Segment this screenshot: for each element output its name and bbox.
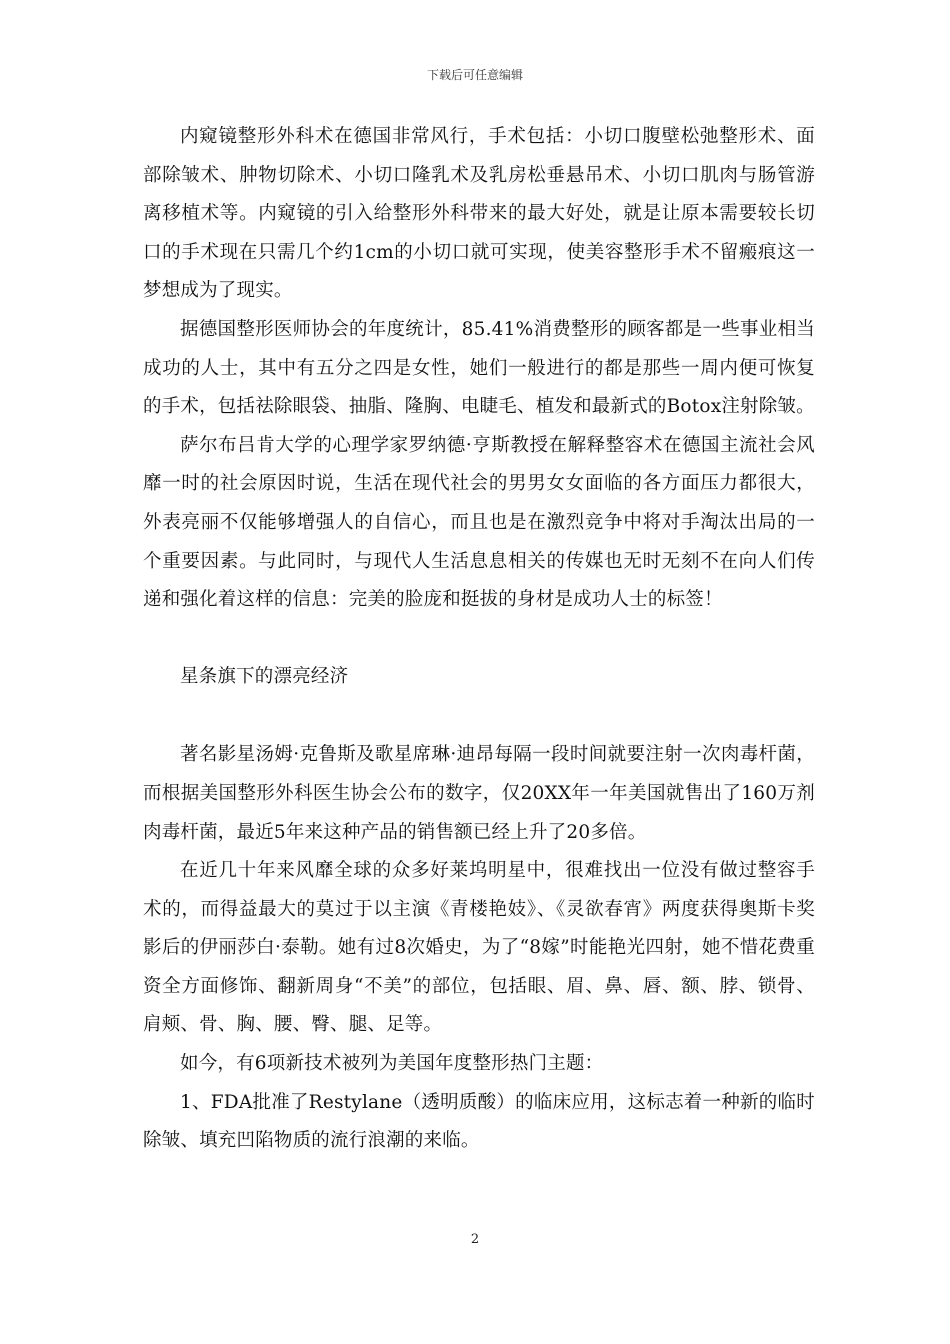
paragraph: 1、FDA批准了Restylane（透明质酸）的临床应用，这标志着一种新的临时除皱、填充凹陷物质的流行浪潮的来临。	[143, 1091, 815, 1152]
paragraph: 萨尔布吕肯大学的心理学家罗纳德·亨斯教授在解释整容术在德国主流社会风靡一时的社会原因时说，生活在现代社会的男男女女面临的各方面压力都很大，外表亮丽不仅能够增强人的自信心，而且也是在激烈竞争中将对手淘汰出局的一个重要因素。与此同时，与现代人生活息息相关的传媒也无时无刻不在向人们传递和强化着这样的信息：完美的脸庞和挺拔的身材是成功人士的标签！	[143, 434, 815, 611]
section-heading: 星条旗下的漂亮经济	[180, 665, 349, 687]
paragraph: 如今，有6项新技术被列为美国年度整形热门主题：	[180, 1053, 604, 1075]
page-number: 2	[470, 1232, 480, 1247]
paragraph: 在近几十年来风靡全球的众多好莱坞明星中，很难找出一位没有做过整容手术的，而得益最大的莫过于以主演《青楼艳妓》、《灵欲春宵》两度获得奥斯卡奖影后的伊丽莎白·泰勒。她有过8次婚史，为了“8嫁”时能艳光四射，她不惜花费重资全方面修饰、翻新周身“不美”的部位，包括眼、眉、鼻、唇、额、脖、锁骨、肩颊、骨、胸、腰、臀、腿、足等。	[143, 860, 815, 1036]
paragraph: 内窥镜整形外科术在德国非常风行，手术包括：小切口腹壁松弛整形术、面部除皱术、肿物切除术、小切口隆乳术及乳房松垂悬吊术、小切口肌肉与肠管游离移植术等。内窥镜的引入给整形外科带来的最大好处，就是让原本需要较长切口的手术现在只需几个约1cm的小切口就可实现，使美容整形手术不留瘢痕这一梦想成为了现实。	[143, 126, 815, 302]
paragraph: 著名影星汤姆·克鲁斯及歌星席琳·迪昂每隔一段时间就要注射一次肉毒杆菌，而根据美国整形外科医生协会公布的数字，仅20XX年一年美国就售出了160万剂肉毒杆菌，最近5年来这种产品的销售额已经上升了20多倍。	[143, 744, 815, 843]
paragraph: 据德国整形医师协会的年度统计，85.41%消费整形的顾客都是一些事业相当成功的人士，其中有五分之四是女性，她们一般进行的都是那些一周内便可恢复的手术，包括祛除眼袋、抽脂、隆胸、电睫毛、植发和最新式的Botox注射除皱。	[143, 318, 815, 418]
document-body	[143, 118, 815, 1161]
page-header: 下载后可任意编辑	[426, 68, 523, 82]
